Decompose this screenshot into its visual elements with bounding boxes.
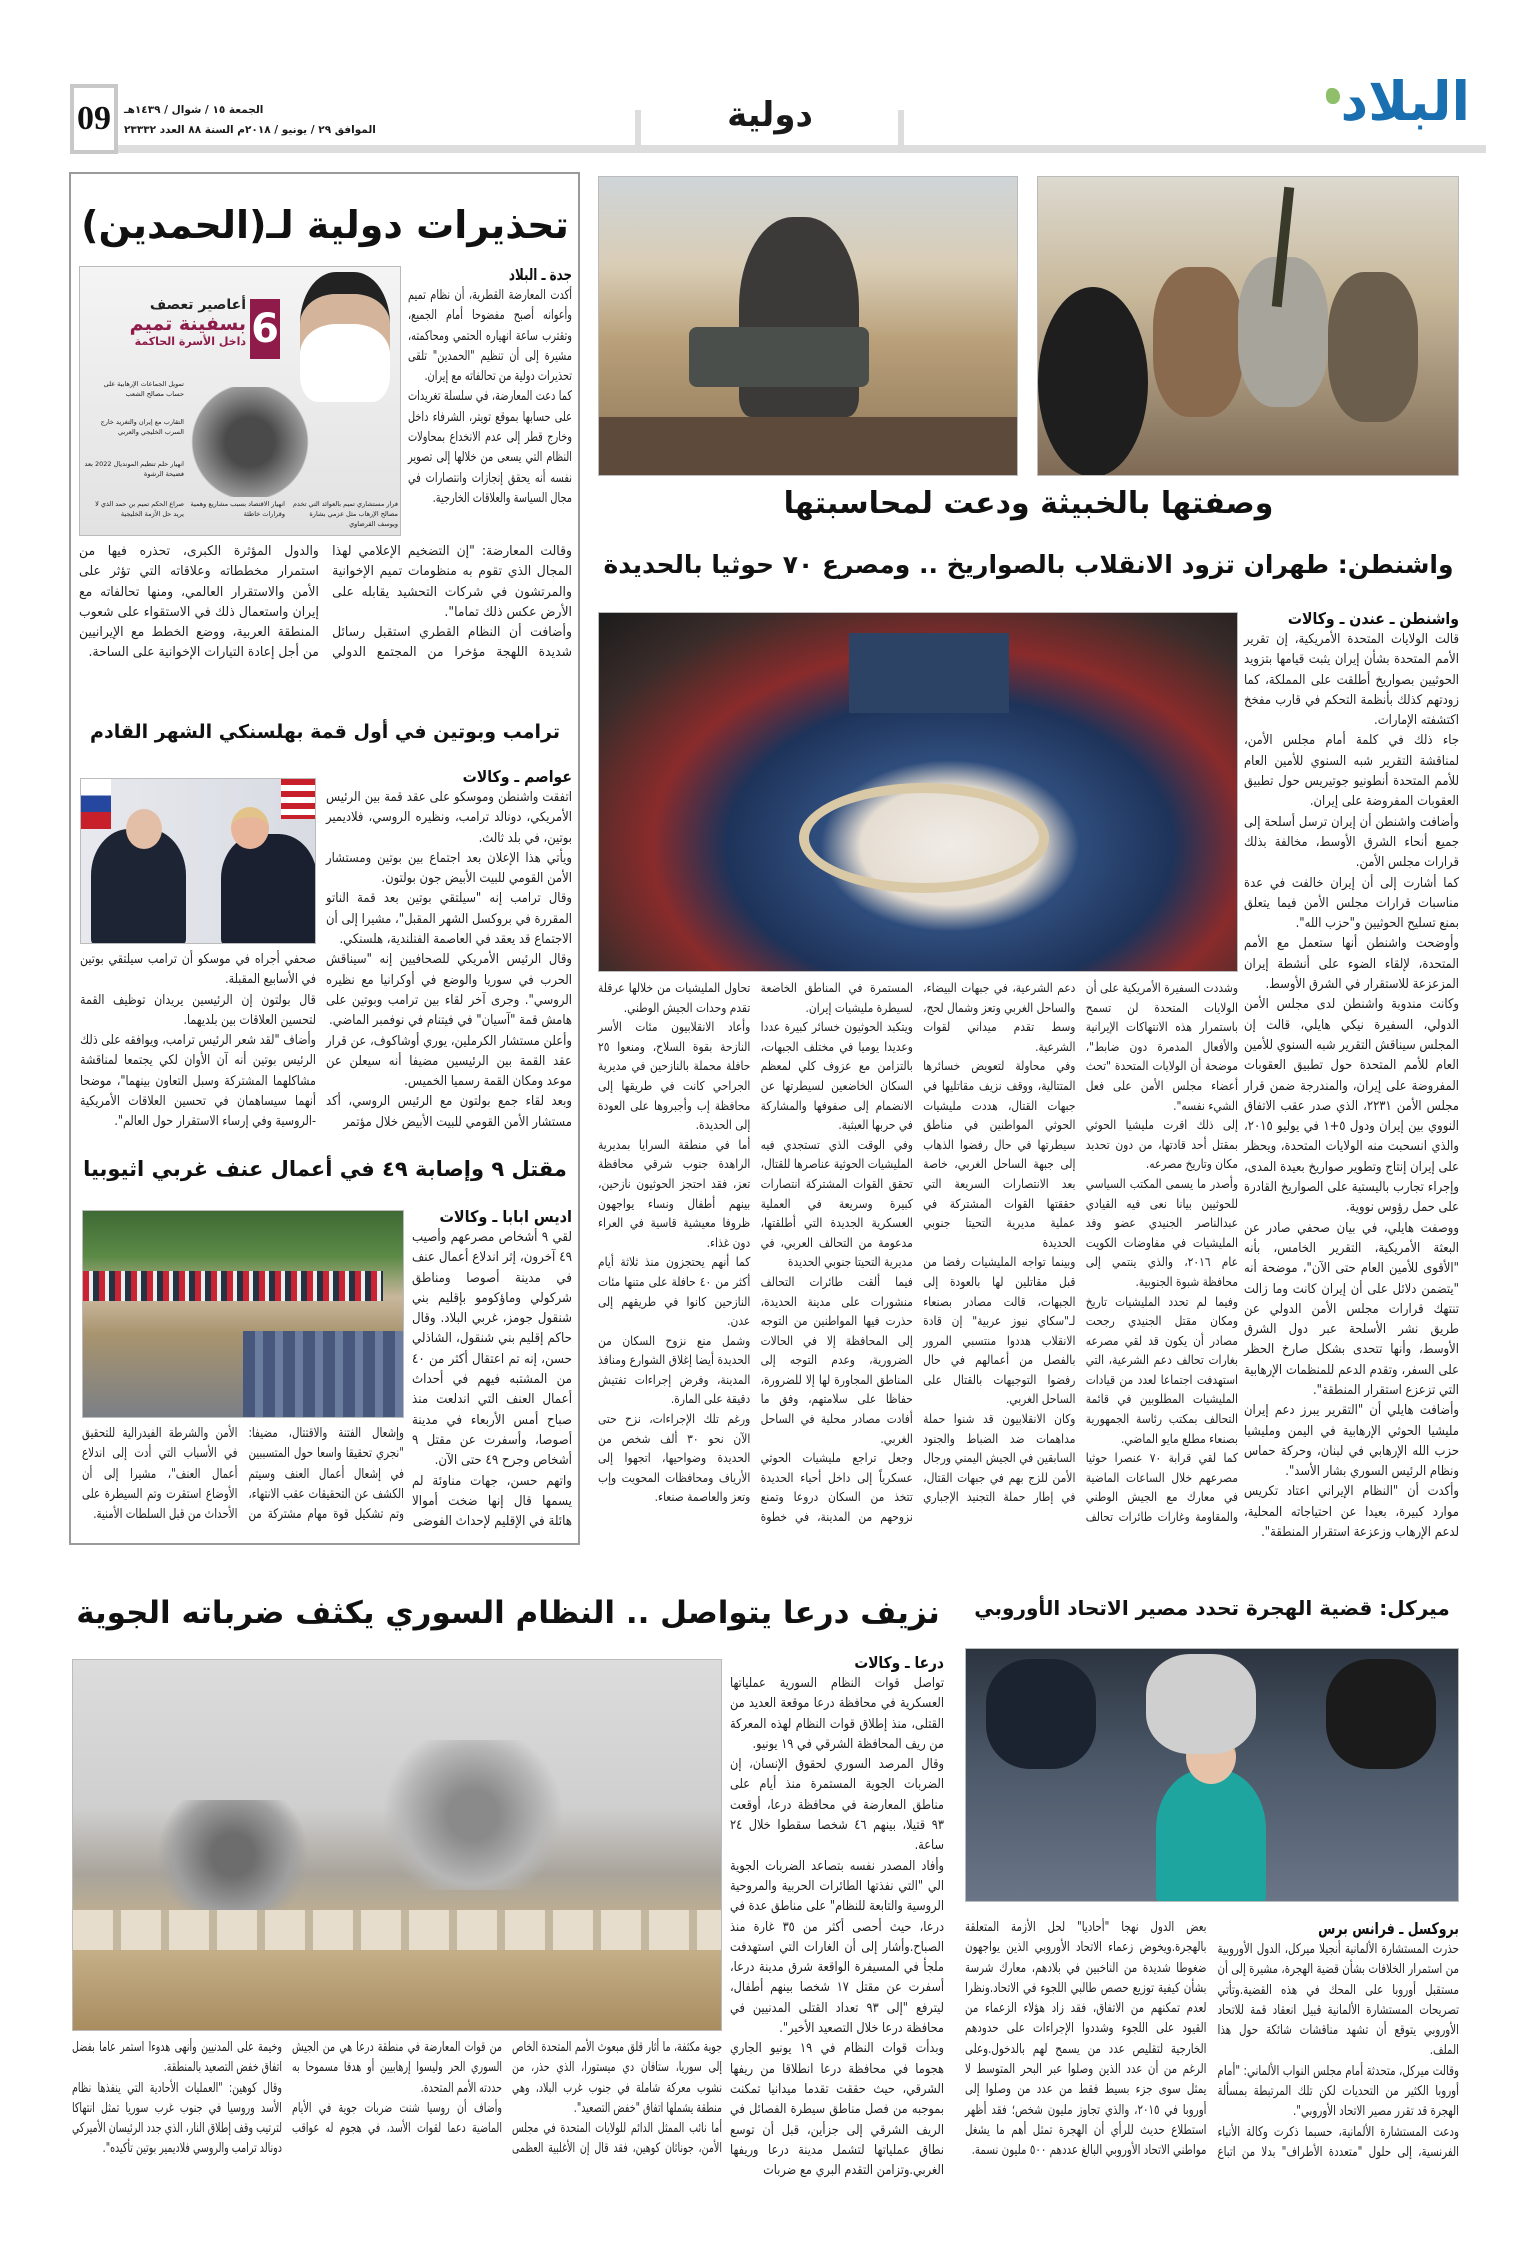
- paragraph: كما أنهم يحتجزون منذ ثلاثة أيام أكثر من ٤٠ حافلة على متنها مئات النازحين كانوا في طريقهم إلى عدن.: [598, 1254, 751, 1329]
- paragraph: تواصل قوات النظام السورية عملياتها العسكرية في محافظة درعا موقعة العديد من القتلى، منذ إطلاق قوات النظام لهذه المعركة من ريف المحافظة الشرقي في ١٩ يونيو.: [730, 1676, 944, 1752]
- paragraph: وشمل منع نزوح السكان من الحديدة أيضا إغلاق الشوارع ومنافذ المدينة، وفرض إجراءات تفتيش دقيقة على المارة.: [598, 1332, 751, 1407]
- syria-right-column: [730, 1652, 944, 2180]
- paragraph: وفيما لم تحدد المليشيات تاريخ ومكان مقتل الجنيدي رجحت مصادر أن يكون قد لقي مصرعه بغارات تحالف دعم الشرعية، التي استهدفت اجتماعا لعدد من قيادات المليشيات المطلوبين في قائمة التحالف بمكتب رئاسة الجمهورية بصنعاء مطلع مايو الماضي.: [1085, 1293, 1238, 1446]
- photo-merkel-parliament: [965, 1648, 1459, 1902]
- page-number: 09: [77, 100, 111, 137]
- paragraph: أما نائب الممثل الدائم للولايات المتحدة في مجلس الأمن، جوناثان كوهين، فقد قال إن الأغلبية العظمى من قوات المعارضة في منطقة درعا هي من الجيش السوري الحر وليسوا إرهابيين أو هدفا مسموحا به حددته الأمم المتحدة.: [292, 2040, 722, 2157]
- infographic-item: انهيار الاقتصاد بسبب مشاريع وهمية وقرارات خاطئة: [190, 500, 285, 518]
- hamdeen-dateline: جدة ـ البلاد: [508, 265, 572, 284]
- photo-ethiopia-police: [82, 1210, 404, 1418]
- syria-headline: نزيف درعا يتواصل .. النظام السوري يكثف ضرباته الجوية: [76, 1595, 940, 1631]
- paragraph: وجعل تراجع مليشيات الحوثي عسكرياً إلى داخل أحياء الحديدة تتخذ من السكان دروعا وتمنع نزوحهم من المدينة، في خطوة تحاول المليشيات من خلالها عرقلة تقدم وحدات الجيش الوطني.: [598, 980, 913, 1525]
- main-kicker: وصفتها بالخبيثة ودعت لمحاسبتها: [783, 486, 1274, 521]
- section-title: دولية: [727, 95, 813, 135]
- infographic-item: فرار مستشاري تميم بالعوائد التي تخدم مصالح الإرهاب مثل عزمي بشارة ويوسف القرضاوي: [293, 500, 398, 528]
- paragraph: اتفقت واشنطن وموسكو على عقد قمة بين الرئيس الأمريكي، دونالد ترامب، ونظيره الروسي، فلاديمير بوتين، في بلد ثالث.: [326, 790, 572, 846]
- paragraph: قالت الولايات المتحدة الأمريكية، إن تقرير الأمم المتحدة بشأن إيران يثبت قيامها بتزويد الحوثيين بصواريخ أطلقت على المملكة، كما زودتهم كذلك بأنظمة التحكم في قارب مفخخ اكتشفته الإمارات.: [1244, 632, 1459, 729]
- paragraph: ويتكبد الحوثيون خسائر كبيرة عددا وعديدا يوميا في مختلف الجبهات، بالتزامن مع عزوف كلي لمعظم السكان الخاضعين لسيطرتها عن الانضمام إلى صفوفها والمشاركة في حربها العبثية.: [760, 1019, 913, 1133]
- paragraph: وشددت السفيرة الأمريكية على أن الولايات المتحدة لن تسمح باستمرار هذه الانتهاكات الإيرانية والأفعال المدمرة دون ضابط"، موضحة أن الولايات المتحدة "تحث أعضاء مجلس الأمن على فعل الشيء نفسه".: [1085, 980, 1238, 1113]
- infographic-item: تمويل الجماعات الإرهابية على حساب مصالح الشعب: [103, 380, 184, 398]
- paragraph: فيما ألقت طائرات التحالف منشورات على مدينة الحديدة، حذرت فيها المواطنين من التوجه إلى المحافظة إلا في الحالات الضرورية، وعدم التوجه إلى المناطق المجاورة لها إلا للضرورة، حفاظا على سلامتهم، وفق ما أفادت مصادر محلية في الساحل الغربي.: [760, 1273, 913, 1446]
- merkel-headline: ميركل: قضية الهجرة تحدد مصير الاتحاد الأوروبي: [974, 1596, 1450, 1620]
- paragraph: وقال المرصد السوري لحقوق الإنسان، إن الضربات الجوية المستمرة منذ أيام على مناطق المعارضة في محافظة درعا، أوقعت ٩٣ قتيلا، بينهم ٤٦ شخصا سقطوا خلال ٢٤ ساعة.: [730, 1757, 944, 1854]
- merkel-columns: [965, 1918, 1459, 2180]
- paragraph: وأضاف "لقد شعر الرئيس ترامب، ويوافقه على ذلك الرئيس بوتين أنه آن الأوان لكي يجتمعا لمناقشة مشاكلهما المشتركة وسبل التعاون بينهما"، موضحا أنهما سيساهمان في تحسين العلاقات الأمريكية -الروسية وفي إرساء الاستقرار حول العالم".: [80, 1033, 316, 1130]
- date-gregorian: الموافق ٢٩ / يونيو / ٢٠١٨م السنة ٨٨ العدد ٢٣٣٣٢: [124, 124, 376, 136]
- main-story-lower-columns: [598, 978, 1238, 1543]
- infographic-number-box: 6: [250, 299, 280, 359]
- masthead: [0, 0, 1516, 165]
- paragraph: وأكدت أن "النظام الإيراني اعتاد تكريس موارد كبيرة، بعيدا عن احتياجاته المحلية، لدعم الإرهاب وزعزعة استقرار المنطقة".: [1244, 1484, 1459, 1541]
- paragraph: أما في منطقة السرايا بمديرية الراهدة جنوب شرقي محافظة تعز، فقد احتجز الحوثيون نازحين، بينهم أطفال ونساء يواجهون ظروفا معيشية قاسية في العراء دون غذاء.: [598, 1136, 751, 1250]
- infographic-title: أعاصير تعصف بسفينة تميم داخل الأسرة الحاكمة: [129, 297, 246, 348]
- paragraph: ويأتي هذا الإعلان بعد اجتماع بين بوتين ومستشار الأمن القومي للبيت الأبيض جون بولتون.: [326, 850, 572, 887]
- infographic-item: التقارب مع إيران والتغريد خارج السرب الخليجي والعربي: [100, 418, 184, 436]
- summit-right-column: [326, 766, 572, 1136]
- paragraph: جوية مكثفة، ما أثار قلق مبعوث الأمم المتحدة الخاص إلى سوريا، ستافان دي ميستورا، الذي حذر، من نشوب معركة شاملة في جنوب غرب البلاد، وهي منطقة يشملها اتفاق "خفض التصعيد".: [512, 2040, 722, 2116]
- paragraph: وأفاد المصدر نفسه بتصاعد الضربات الجوية الي "التي نفذتها الطائرات الحربية والمروحية الروسية والتابعة للنظام" على مناطق عدة في درعا، حيث أحصى أكثر من ٣٥ غارة منذ الصباح.وأشار إلى أن الغارات التي استهدفت ملجأ في المسيفرة الواقعة شرق مدينة درعا، أسفرت عن مقتل ١٧ شخصا بينهم أطفال، ليترفع "إلى ٩٣ تعداد القتلى المدنيين في محافظة درعا خلال التصعيد الأخير".: [730, 1858, 945, 2037]
- merkel-dateline: بروكسل ـ فرانس برس: [1318, 1919, 1459, 1938]
- paragraph: كما دعت المعارضة، في سلسلة تغريدات على حسابها بموقع تويتر، الشرفاء داخل وخارج قطر إلى عدم الانخداع بمحاولات النظام التي يسعى من خلالها إلى تصوير نفسه أنه يحقق إنجازات وانتصارات في مجال السياسة والعلاقات الخارجية.: [408, 389, 572, 506]
- ethiopia-headline: مقتل ٩ وإصابة ٤٩ في أعمال عنف غربي اثيوبيا: [83, 1157, 567, 1181]
- paragraph: كما لقي قرابة ٧٠ عنصرا حوثيا مصرعهم خلال الساعات الماضية في معارك مع الجيش الوطني والمقاومة وغارات طائرات تحالف دعم الشرعية، في جبهات البيضاء، والساحل الغربي وتعز وشمال لحج، وسط تقدم ميداني لقوات الشرعية.: [923, 980, 1238, 1525]
- ethiopia-right-column: [412, 1206, 572, 1540]
- main-story-right-column: [1244, 608, 1459, 1543]
- date-hijri: الجمعة ١٥ / شوال / ١٤٣٩هـ: [124, 104, 264, 116]
- paragraph: صحفي أجراه في موسكو أن ترامب سيلتقي بوتين في الأسابيع المقبلة.: [80, 952, 316, 988]
- paragraph: وإشعال الفتنة والاقتتال، مضيفا: "نجري تحقيقا واسعا حول المتسببين في إشعال أعمال العنف وسيتم الكشف عن التحقيقات عقب الانتهاء، وتم تشكيل قوة مهام مشتركة من الأمن والشرطة الفيدرالية للتحقيق في الأسباب التي أدت إلى اندلاع أعمال العنف"، مشيرا إلى أن الأوضاع استقرت وتم السيطرة على الأحداث من قبل السلطات الأمنية.: [82, 1426, 404, 1523]
- paragraph: وأضافت هايلي أن "التقرير يبرز دعم إيران مليشيا الحوثي الإرهابية في اليمن ومليشيا حزب الله الإرهابي في لبنان، وحركة حماس ونظام الرئيس السوري بشار الأسد".: [1244, 1403, 1459, 1480]
- summit-left-column: [80, 950, 316, 1136]
- paragraph: وأصدر ما يسمى المكتب السياسي للحوثيين بيانا نعى فيه القيادي عبدالناصر الجنيدي عضو وفد المليشيات في مفاوضات الكويت عام ٢٠١٦، والذي ينتمي إلى محافظة شبوة الجنوبية.: [1085, 1175, 1238, 1289]
- paragraph: وفي الوقت الذي تستجدي فيه المليشيات الحوثية عناصرها للقتال، تحقق القوات المشتركة انتصارات كبيرة وسريعة في العملية العسكرية الجديدة التي أطلقتها، مدعومة من التحالف العربي، في مديرية التحيتا جنوبي الحديدة: [760, 1136, 913, 1270]
- divider-bar: [635, 110, 641, 146]
- photo-houthi-fighters: [1037, 176, 1459, 476]
- paragraph: وفي محاولة لتعويض خسائرها المتتالية، ووقف نزيف مقاتليها في جبهات القتال، هددت مليشيات الحوثي المواطنين في مناطق سيطرتها في حال رفضوا الذهاب إلى جبهة الساحل الغربي، خاصة بعد الانتصارات السريعة التي حققتها القوات المشتركة في عملية مديرية التحيتا جنوبي الحديدة: [923, 1058, 1076, 1250]
- paragraph: وأعاد الانقلابيون مئات الأسر النازحة بقوة السلاح، ومنعوا ٢٥ حافلة محملة بالنازحين في مديرية الجراحي كانت في طريقها إلى محافظة إب وأجبروها على العودة إلى الحديدة.: [598, 1019, 751, 1133]
- paragraph: وأضافت واشنطن أن إيران ترسل أسلحة إلى جميع أنحاء الشرق الأوسط، مخالفة بذلك قرارات مجلس الأمن.: [1244, 814, 1459, 871]
- paragraph: ورغم تلك الإجراءات، نزح حتى الآن نحو ٣٠ ألف شخص من الحديدة وضواحيها، اتجهوا إلى الأرياف ومحافظات المحويت وإب وتعز والعاصمة صنعاء.: [598, 1411, 751, 1505]
- paragraph: إلى ذلك اقرت مليشيا الحوثي بمقتل أحد قادتها، من دون تحديد مكان وتاريخ مصرعه.: [1085, 1117, 1238, 1172]
- paragraph: وقالت ميركل، متحدثة أمام مجلس النواب الألماني: "أمام أوروبا الكثير من التحديات لكن تلك المرتبطة بمسألة الهجرة قد تقرر مصير الاتحاد الأوروبي".: [1217, 2063, 1459, 2120]
- divider-bar: [898, 110, 904, 146]
- paragraph: لقي ٩ أشخاص مصرعهم وأصيب ٤٩ آخرون، إثر اندلاع أعمال عنف في مدينة أصوصا ومناطق شركولي وماؤكومو بإقليم بني شنقول جومز، غربي البلاد. وقال حاكم إقليم بني شنقول، الشاذلي حسن، إنه تم اعتقال أكثر من ٤٠ من المشتبه فيهم في أحداث أعمال العنف التي اندلعت منذ صباح أمس الأربعاء في مدينة أصوصا، وأسفرت عن مقتل ٩ أشخاص وجرح ٤٩ حتى الآن.: [412, 1230, 572, 1469]
- masthead-rule: [70, 145, 1486, 153]
- photo-trump-putin: [80, 778, 316, 944]
- infographic-item: صراع الحكم تميم بن حمد الذي لا يريد حل الأزمة الخليجية: [95, 500, 184, 518]
- summit-dateline: عواصم ـ وكالات: [462, 767, 572, 786]
- saudi-map-icon: [1326, 88, 1340, 104]
- paragraph: جاء ذلك في كلمة أمام مجلس الأمن، لمناقشة التقرير شبه السنوي للأمين العام للأمم المتحدة أنطونيو جوتيريس حول تطبيق العقوبات المفروضة على إيران.: [1244, 733, 1459, 810]
- syria-lower-columns: [72, 2038, 722, 2180]
- paragraph: وكانت مندوبة واشنطن لدى مجلس الأمن الدولي، السفيرة نيكي هايلي، قالت إن المجلس سيناقش التقرير شبه السنوي للأمين العام للأمم المتحدة حول تطبيق العقوبات المفروضة على إيران، والمندرجة ضمن قرار مجلس الأمن ٢٢٣١، الذي صدر عقب الاتفاق النووي بين إيران ودول ٥+١ في يوليو ٢٠١٥، والذي انسحبت منه الولايات المتحدة، ويحظر على إيران إنتاج وتطوير صواريخ بعيدة المدى، وإجراء تجارب باليستية على الصواريخ القادرة على حمل رؤوس نووية.: [1244, 997, 1459, 1216]
- paragraph: أكدت المعارضة القطرية، أن نظام تميم وأعوانه أصبح مفضوحا أمام الجميع، وتقترب ساعة انهياره الحتمي ومحاكمته، مشيرة إلى أن تنظيم "الحمدين" تلقى تحذيرات دولية من تحالفاته مع إيران.: [408, 288, 572, 385]
- main-headline: واشنطن: طهران تزود الانقلاب بالصواريخ .. ومصرع ٧٠ حوثيا بالحديدة: [603, 550, 1454, 579]
- summit-headline: ترامب وبوتين في أول قمة بهلسنكي الشهر القادم: [90, 721, 560, 743]
- paragraph: وقال الرئيس الأمريكي للصحافيين إنه "سيناقش الحرب في سوريا والوضع في أوكرانيا مع نظيره الروسي". وجرى آخر لقاء بين ترامب وبوتين على هامش قمة "آسيان" في فيتنام في نوفمبر الماضي.: [326, 952, 572, 1029]
- photo-houthi-binoculars: [598, 176, 1018, 476]
- paragraph: وأعلن مستشار الكرملين، يوري أوشاكوف، عن قرار عقد القمة بين الرئيسين مضيفا أنه سيعلن عن موعد ومكان القمة رسميا الخميس.: [326, 1033, 572, 1090]
- paragraph: حذرت المستشارة الألمانية أنجيلا ميركل، الدول الأوروبية من استمرار الخلافات بشأن قضية الهجرة، مشيرة إلى أن مستقبل أوروبا على المحك في هذه القضية.وتأتي تصريحات المستشارة الألمانية قبيل انعقاد قمة للاتحاد الأوروبي يتوقع أن تشهد مناقشات شائكة حول هذا الملف.: [1217, 1942, 1459, 2059]
- ethiopia-lower-columns: [82, 1424, 404, 1540]
- paragraph: وأضافت أن النظام القطري استقبل رسائل شديدة اللهجة مؤخرا من المجتمع الدولي والدول المؤثرة الكبرى، تحذره فيها من استمرار مخططاته وعلاقاته التي تؤثر على الأمن والاستقرار العالمي، ومنها تحالفاته مع إيران واستعمال ذلك في الاستقواء على شعوب المنطقة العربية، ووضع الخطط مع الإيرانيين من أجل إعادة التيارات الإخوانية على الساحة.: [79, 544, 572, 661]
- paragraph: وقال كوهين: "العمليات الأحادية التي ينفذها نظام الأسد وروسيا في جنوب غرب سوريا تمثل انتهاكا لترتيب وقف إطلاق النار، الذي جدد الرئيسان الأميركي دونالد ترامب والروسي فلاديمير بوتين تأكيده".: [72, 2080, 282, 2157]
- photo-un-security-council: [598, 612, 1238, 972]
- paragraph: وبعد لقاء جمع بولتون مع الرئيس الروسي، أكد مستشار الأمن القومي للبيت الأبيض خلال مؤتمر: [326, 1094, 572, 1130]
- hamdeen-right-column: [408, 264, 572, 540]
- paragraph: وأضاف أن روسيا شنت ضربات جوية في الأيام الماضية دعما لقوات الأسد، في هجوم له عواقب وخيمة على المدنيين وأنهى هدوءا استمر عاما بفضل اتفاق خفض التصعيد بالمنطقة.: [72, 2040, 502, 2137]
- paragraph: وبينما تواجه المليشيات رفضا من قبل مقاتلين لها بالعودة إلى الجبهات، قالت مصادر بصنعاء لـ"سكاي نيوز عربية" إن قادة الانقلاب هددوا منتسبي المرور بالفصل من أعمالهم في حال رفضوا التوجيهات بالقتال على الساحل الغربي.: [923, 1254, 1076, 1407]
- hamdeen-headline: تحذيرات دولية لـ(الحمدين): [81, 203, 569, 247]
- syria-dateline: درعا ـ وكالات: [854, 1653, 944, 1672]
- paragraph: وقال ترامب إنه "سيلتقي بوتين بعد قمة الناتو المقررة في بروكسل الشهر المقبل"، مشيرا إلى أن الاجتماع قد يعقد في العاصمة الفنلندية، هلسنكي.: [326, 891, 572, 948]
- paragraph: وقالت المعارضة: "إن التضخيم الإعلامي لهذا المجال الذي تقوم به منظومات تميم الإخوانية والمرتشون في شركات التحشيد يقابله على الأرض عكس ذلك تماما".: [332, 544, 572, 620]
- paragraph: ووصفت هايلي، في بيان صحفي صادر عن البعثة الأمريكية، التقرير الخامس، بأنه "الأقوى للأمين العام حتى الآن"، موضحة أنه "يتضمن دلائل على أن إيران كانت وما زالت تنتهك قرارات مجلس الأمن الدولي عن طريق نشر الأسلحة عبر دول الشرق الأوسط، وأنها تتحدى بشكل صارخ الحظر على السفر، وتقدم الدعم للمنظمات الإرهابية التي تزعزع استقرار المنطقة".: [1244, 1220, 1459, 1398]
- portrait: [300, 272, 390, 402]
- infographic-tamim: [79, 266, 401, 536]
- infographic-item: انهيار حلم تنظيم المونديال 2022 بعد فضيحة الرشوة: [84, 460, 184, 478]
- paragraph: وأوضحت واشنطن أنها ستعمل مع الأمم المتحدة، لإلقاء الضوء على أنشطة إيران المزعزعة للاستقرار في الشرق الأوسط.: [1244, 936, 1459, 993]
- paragraph: قال بولتون إن الرئيسين يريدان توظيف القمة لتحسين العلاقات بين بلديهما.: [80, 992, 316, 1028]
- paragraph: وكان الانقلابيون قد شنوا حملة مداهمات ضد الضباط والجنود السابقين في الجيش اليمني ورجال الأمن للزج بهم في جبهات القتال، في إطار حملة التجنيد الإجباري المستمرة في المناطق الخاضعة لسيطرة مليشيات إيران.: [760, 980, 1076, 1505]
- issue-date: [124, 100, 404, 140]
- paragraph: وبدأت قوات النظام في ١٩ يونيو الجاري هجوما في محافظة درعا انطلاقا من ريفها الشرقي، حيث حققت تقدما ميدانيا تمكنت بموجبه من فصل مناطق سيطرة الفصائل في الريف الشرقي إلى جزأين، قبل أن توسع نطاق عملياتها لتشمل مدينة درعا وريفها الغربي.وتزامن التقدم البري مع ضربات: [730, 2041, 944, 2179]
- main-dateline: واشنطن ـ عندن ـ وكالات: [1287, 609, 1459, 628]
- hamdeen-lower-columns: [79, 542, 572, 684]
- newspaper-logo: البلاد: [1340, 70, 1470, 133]
- photo-daraa-airstrikes: [72, 1659, 722, 2031]
- paragraph: كما أشارت إلى أن إيران خالفت في عدة مناسبات قرارات مجلس الأمن فيما يتعلق بمنع تسليح الحوثيين و"حزب الله".: [1244, 875, 1459, 932]
- fighters-image: [190, 387, 310, 497]
- paragraph: واتهم حسن، جهات مناوئة لم يسمها قال إنها ضخت أموالا هائلة في الإقليم لإحداث الفوضى: [412, 1473, 572, 1530]
- ethiopia-dateline: اديس ابابا ـ وكالات: [439, 1207, 572, 1226]
- paragraph: ودعت المستشارة الألمانية، حسبما ذكرت وكالة الأنباء الفرنسية، إلى حلول "متعددة الأطراف" بدلا من اتباع بعض الدول نهجا "أحاديا" لحل الأزمة المتعلقة بالهجرة.ويخوض زعماء الاتحاد الأوروبي الذين يواجهون ضغوطا شديدة من الناخبين في بلادهم، معارك شرسة بشأن كيفية توزيع حصص طالبي اللجوء في الاتحاد.ونظرا لعدم تمكنهم من الاتفاق، فقد زاد هؤلاء الزعماء من القيود على اللجوء وشددوا الإجراءات على حدودهم الخارجية لتقليص عدد من يسمح لهم بالدخول.وعلى الرغم من أن عدد الذين وصلوا عبر البحر المتوسط لا يمثل سوى جزء بسيط فقط من عدد من وصلوا إلى أوروبا في ٢٠١٥، والذي تجاوز مليون شخص؛ فقد أظهر استطلاع حديث للرأي أن الهجرة تمثل أهم ما يشغل مواطني الاتحاد الأوروبي البالغ عددهم ٥٠٠ مليون نسمة.: [965, 1920, 1459, 2160]
- page-number-box: [70, 84, 118, 154]
